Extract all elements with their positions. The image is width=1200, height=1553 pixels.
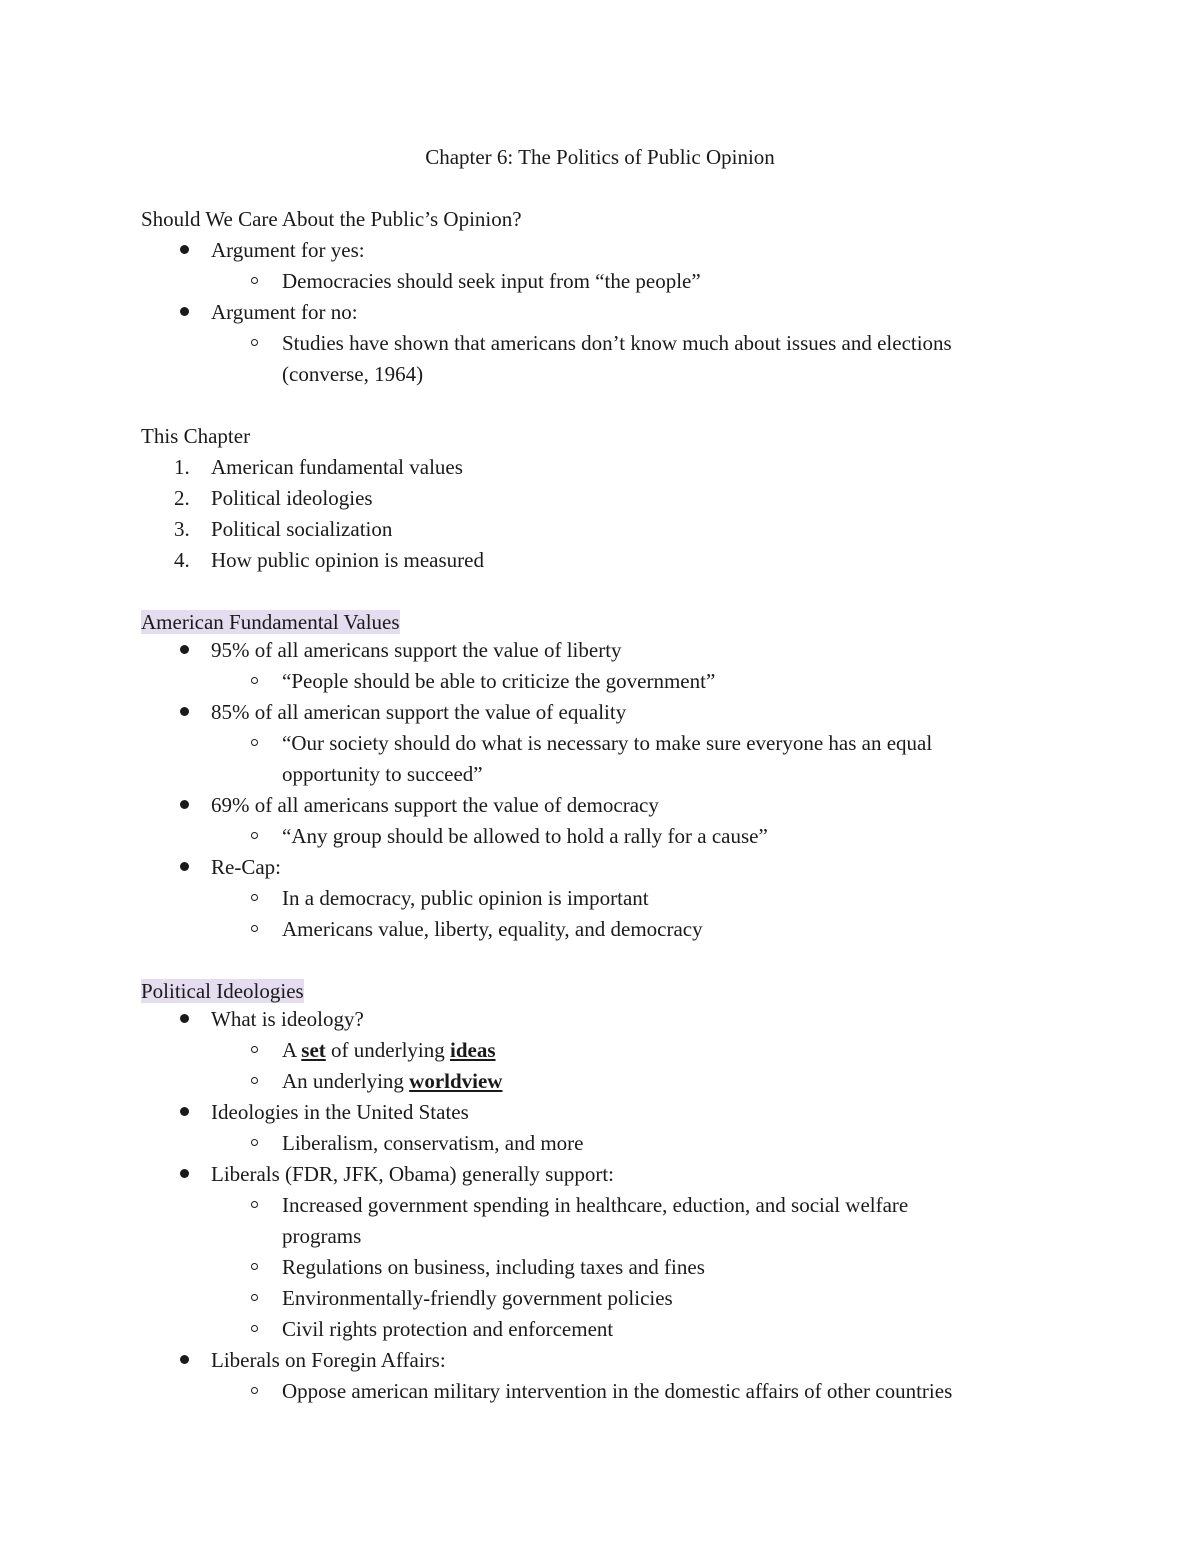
list-number: 2. bbox=[174, 486, 190, 510]
bullet-icon bbox=[180, 707, 189, 716]
section-heading-chapter: This Chapter bbox=[141, 424, 251, 448]
list-item: Liberals (FDR, JFK, Obama) generally support: bbox=[211, 1162, 615, 1186]
bullet-icon bbox=[180, 307, 189, 316]
list-item: Argument for yes: bbox=[211, 238, 365, 262]
list-item: Oppose american military intervention in the domestic affairs of other countries bbox=[282, 1379, 953, 1403]
text-run: A bbox=[282, 1038, 302, 1062]
circle-bullet-icon bbox=[251, 894, 258, 901]
section-heading-care: Should We Care About the Public’s Opinion? bbox=[141, 207, 522, 231]
circle-bullet-icon bbox=[251, 1139, 258, 1146]
circle-bullet-icon bbox=[251, 925, 258, 932]
bullet-icon bbox=[180, 862, 189, 871]
highlighted-heading: American Fundamental Values bbox=[141, 610, 400, 634]
circle-bullet-icon bbox=[251, 1387, 258, 1394]
circle-bullet-icon bbox=[251, 739, 258, 746]
bullet-icon bbox=[180, 245, 189, 254]
list-item-continuation: (converse, 1964) bbox=[282, 362, 424, 386]
list-item: “Any group should be allowed to hold a rally for a cause” bbox=[282, 824, 768, 848]
list-number: 4. bbox=[174, 548, 190, 572]
list-item: Democracies should seek input from “the people” bbox=[282, 269, 701, 293]
list-item: 95% of all americans support the value of liberty bbox=[211, 638, 622, 662]
list-item: American fundamental values bbox=[211, 455, 463, 479]
list-item: Environmentally-friendly government policies bbox=[282, 1286, 673, 1310]
list-item: Liberalism, conservatism, and more bbox=[282, 1131, 584, 1155]
section-heading-values bbox=[141, 608, 400, 636]
list-item bbox=[282, 1036, 496, 1064]
circle-bullet-icon bbox=[251, 1201, 258, 1208]
list-item: 69% of all americans support the value of democracy bbox=[211, 793, 659, 817]
list-item: In a democracy, public opinion is important bbox=[282, 886, 649, 910]
bullet-icon bbox=[180, 1169, 189, 1178]
section-heading-ideologies bbox=[141, 977, 304, 1005]
list-item: Regulations on business, including taxes and fines bbox=[282, 1255, 705, 1279]
list-item: What is ideology? bbox=[211, 1007, 364, 1031]
text-run: of underlying bbox=[325, 1038, 450, 1062]
list-item: “People should be able to criticize the government” bbox=[282, 669, 716, 693]
emphasis-worldview: worldview bbox=[409, 1069, 503, 1093]
bullet-icon bbox=[180, 1014, 189, 1023]
circle-bullet-icon bbox=[251, 1046, 258, 1053]
circle-bullet-icon bbox=[251, 1294, 258, 1301]
list-item: 85% of all american support the value of equality bbox=[211, 700, 627, 724]
list-item: Political socialization bbox=[211, 517, 393, 541]
bullet-icon bbox=[180, 1107, 189, 1116]
list-item: How public opinion is measured bbox=[211, 548, 484, 572]
list-item: Ideologies in the United States bbox=[211, 1100, 469, 1124]
list-item bbox=[282, 1067, 502, 1095]
circle-bullet-icon bbox=[251, 1325, 258, 1332]
bullet-icon bbox=[180, 645, 189, 654]
circle-bullet-icon bbox=[251, 1077, 258, 1084]
circle-bullet-icon bbox=[251, 677, 258, 684]
emphasis-ideas: ideas bbox=[450, 1038, 496, 1062]
list-item: Civil rights protection and enforcement bbox=[282, 1317, 614, 1341]
emphasis-set: set bbox=[301, 1038, 326, 1062]
list-item: Argument for no: bbox=[211, 300, 358, 324]
bullet-icon bbox=[180, 800, 189, 809]
list-number: 3. bbox=[174, 517, 190, 541]
list-item-continuation: programs bbox=[282, 1224, 362, 1248]
page-title: Chapter 6: The Politics of Public Opinion bbox=[425, 145, 775, 169]
circle-bullet-icon bbox=[251, 832, 258, 839]
list-item: Studies have shown that americans don’t know much about issues and elections bbox=[282, 331, 952, 355]
list-item: “Our society should do what is necessary to make sure everyone has an equal bbox=[282, 731, 933, 755]
bullet-icon bbox=[180, 1355, 189, 1364]
highlighted-heading: Political Ideologies bbox=[141, 979, 304, 1003]
circle-bullet-icon bbox=[251, 277, 258, 284]
list-item: Re-Cap: bbox=[211, 855, 281, 879]
circle-bullet-icon bbox=[251, 339, 258, 346]
list-item: Political ideologies bbox=[211, 486, 373, 510]
circle-bullet-icon bbox=[251, 1263, 258, 1270]
list-item: Liberals on Foregin Affairs: bbox=[211, 1348, 446, 1372]
text-run: An underlying bbox=[282, 1069, 410, 1093]
list-item: Increased government spending in healthcare, eduction, and social welfare bbox=[282, 1193, 909, 1217]
list-number: 1. bbox=[174, 455, 190, 479]
list-item: Americans value, liberty, equality, and democracy bbox=[282, 917, 703, 941]
list-item-continuation: opportunity to succeed” bbox=[282, 762, 483, 786]
